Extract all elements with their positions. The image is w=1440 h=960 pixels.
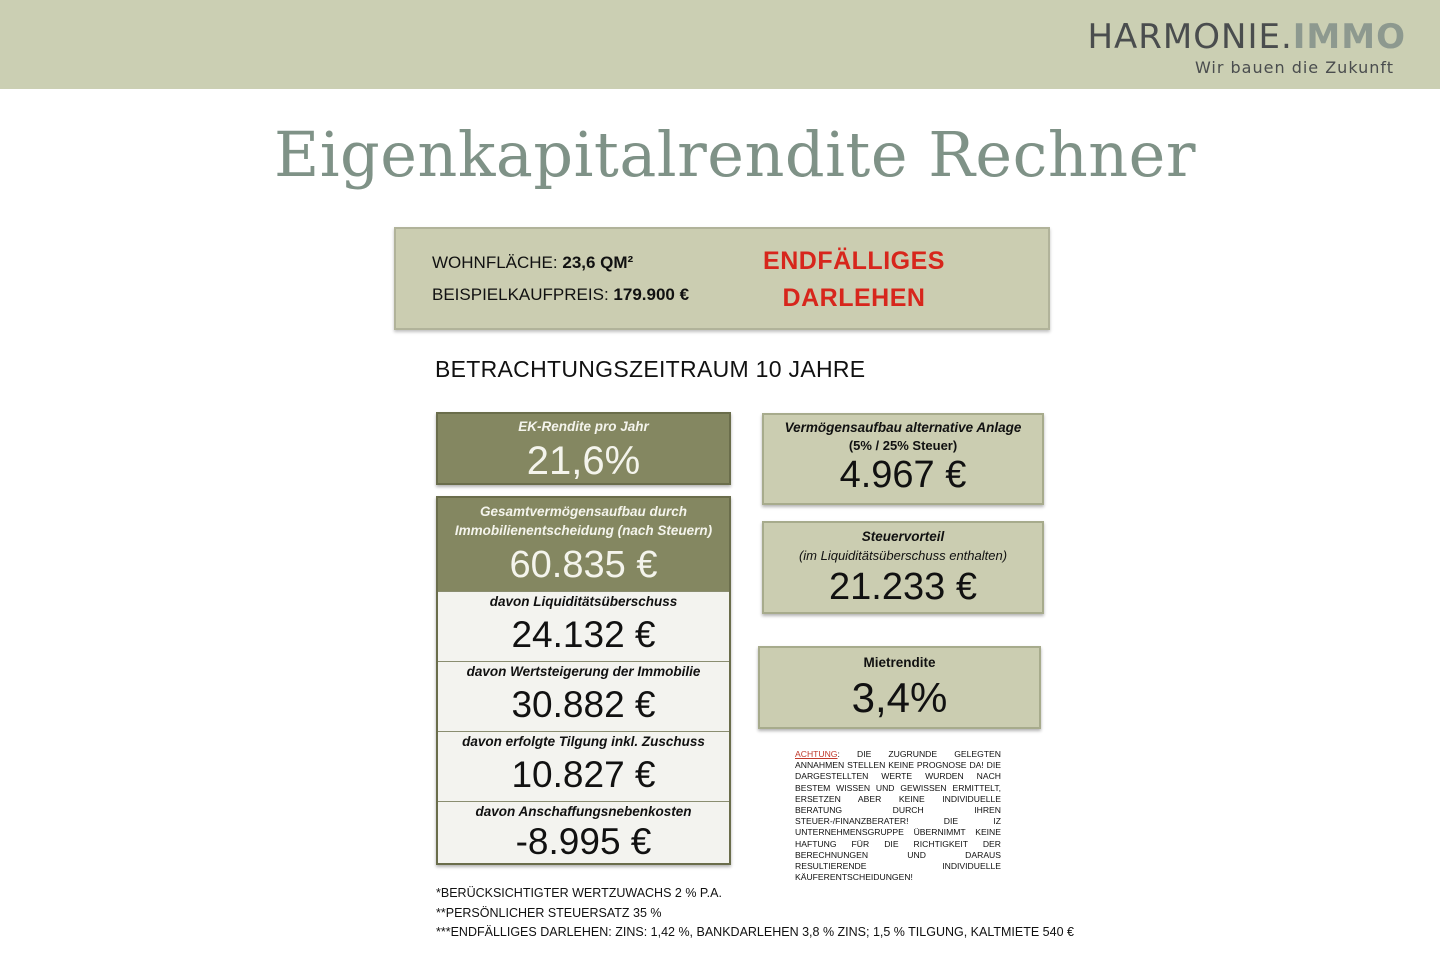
ek-rendite-value: 21,6%: [526, 439, 641, 483]
rental-yield-value: 3,4%: [851, 674, 948, 721]
period-heading: BETRACHTUNGSZEITRAUM 10 JAHRE: [435, 356, 866, 382]
loan-type-line2: DARLEHEN: [782, 284, 926, 312]
brand-tagline: Wir bauen die Zukunft: [1194, 58, 1394, 77]
breakdown-row: [438, 661, 729, 731]
wealth-total-label-2: Immobilienentscheidung (nach Steuern): [454, 523, 713, 538]
disclaimer-text: [795, 749, 1001, 883]
breakdown-label: davon erfolgte Tilgung inkl. Zuschuss: [462, 734, 705, 749]
area-line: [432, 253, 633, 273]
price-label: BEISPIELKAUFPREIS:: [432, 285, 609, 304]
ek-rendite-card: [436, 412, 731, 485]
brand-name: [1087, 18, 1406, 56]
page-title: Eigenkapitalrendite Rechner: [273, 118, 1197, 191]
footnote: **PERSÖNLICHER STEUERSATZ 35 %: [436, 905, 662, 920]
loan-type-line1: ENDFÄLLIGES: [763, 247, 945, 275]
ek-rendite-label: EK-Rendite pro Jahr: [518, 419, 649, 434]
area-value: 23,6 QM²: [562, 253, 634, 272]
breakdown-value: -8.995 €: [515, 821, 652, 862]
alternative-label-2: (5% / 25% Steuer): [848, 438, 958, 453]
tax-advantage-value: 21.233 €: [829, 566, 977, 608]
rental-yield-card: [758, 646, 1041, 729]
breakdown-value: 24.132 €: [511, 614, 656, 655]
breakdown-label: davon Wertsteigerung der Immobilie: [466, 664, 701, 679]
brand-logo[interactable]: [1087, 18, 1406, 77]
tax-advantage-label-2: (im Liquiditätsüberschuss enthalten): [798, 548, 1008, 563]
loan-type: [726, 243, 982, 317]
brand-name-accent: IMMO: [1292, 17, 1406, 57]
footnotes: [436, 884, 1074, 943]
alternative-value: 4.967 €: [839, 454, 967, 496]
header-bar: [0, 0, 1440, 89]
price-value: 179.900 €: [613, 285, 690, 304]
footnote: *BERÜCKSICHTIGTER WERTZUWACHS 2 % P.A.: [436, 886, 722, 900]
breakdown-row: [438, 731, 729, 801]
wealth-total-value: 60.835 €: [509, 544, 658, 586]
breakdown-row: [438, 801, 729, 863]
alternative-investment-card: [762, 413, 1044, 505]
property-summary: [394, 227, 1050, 330]
disclaimer-body: : DIE ZUGRUNDE GELEGTEN ANNAHMEN STELLEN KEINE PROGNOSE DA! DIE DARGESTELLTEN WERTE WURDEN NACH BESTEM WISSEN UND GEWISSEN ERMITTELT, ERSETZEN ABER KEINE INDIVIDUELLE BERATUNG DURCH IHREN STEUER-/FINANZBERATER! DIE IZ UNTERNEHMENSGRUPPE ÜBERNIMMT KEINE HAFTUNG FÜR DIE RICHTIGKEIT DER BERECHNUNGEN UND DARAUS RESULTIERENDE INDIVIDUELLE KÄUFERENTSCHEIDUNGEN!: [795, 749, 1001, 883]
breakdown-value: 10.827 €: [511, 754, 656, 795]
breakdown-value: 30.882 €: [511, 684, 656, 725]
tax-advantage-card: [762, 521, 1044, 614]
disclaimer-warning: ACHTUNG: [795, 749, 838, 759]
price-line: [432, 285, 689, 305]
wealth-total: [438, 498, 729, 591]
area-label: WOHNFLÄCHE:: [432, 253, 558, 272]
alternative-label-1: Vermögensaufbau alternative Anlage: [784, 420, 1022, 435]
breakdown-label: davon Liquiditätsüberschuss: [489, 594, 678, 609]
wealth-breakdown: [436, 496, 731, 865]
breakdown-label: davon Anschaffungsnebenkosten: [475, 804, 692, 819]
wealth-total-label-1: Gesamtvermögensaufbau durch: [479, 504, 688, 519]
rental-yield-label: Mietrendite: [863, 655, 936, 670]
brand-name-main: HARMONIE.: [1087, 17, 1293, 57]
breakdown-row: [438, 591, 729, 661]
footnote: ***ENDFÄLLIGES DARLEHEN: ZINS: 1,42 %, BANKDARLEHEN 3,8 % ZINS; 1,5 % TILGUNG, KALTMIETE 540 €: [436, 925, 1074, 939]
tax-advantage-label-1: Steuervorteil: [861, 529, 945, 544]
